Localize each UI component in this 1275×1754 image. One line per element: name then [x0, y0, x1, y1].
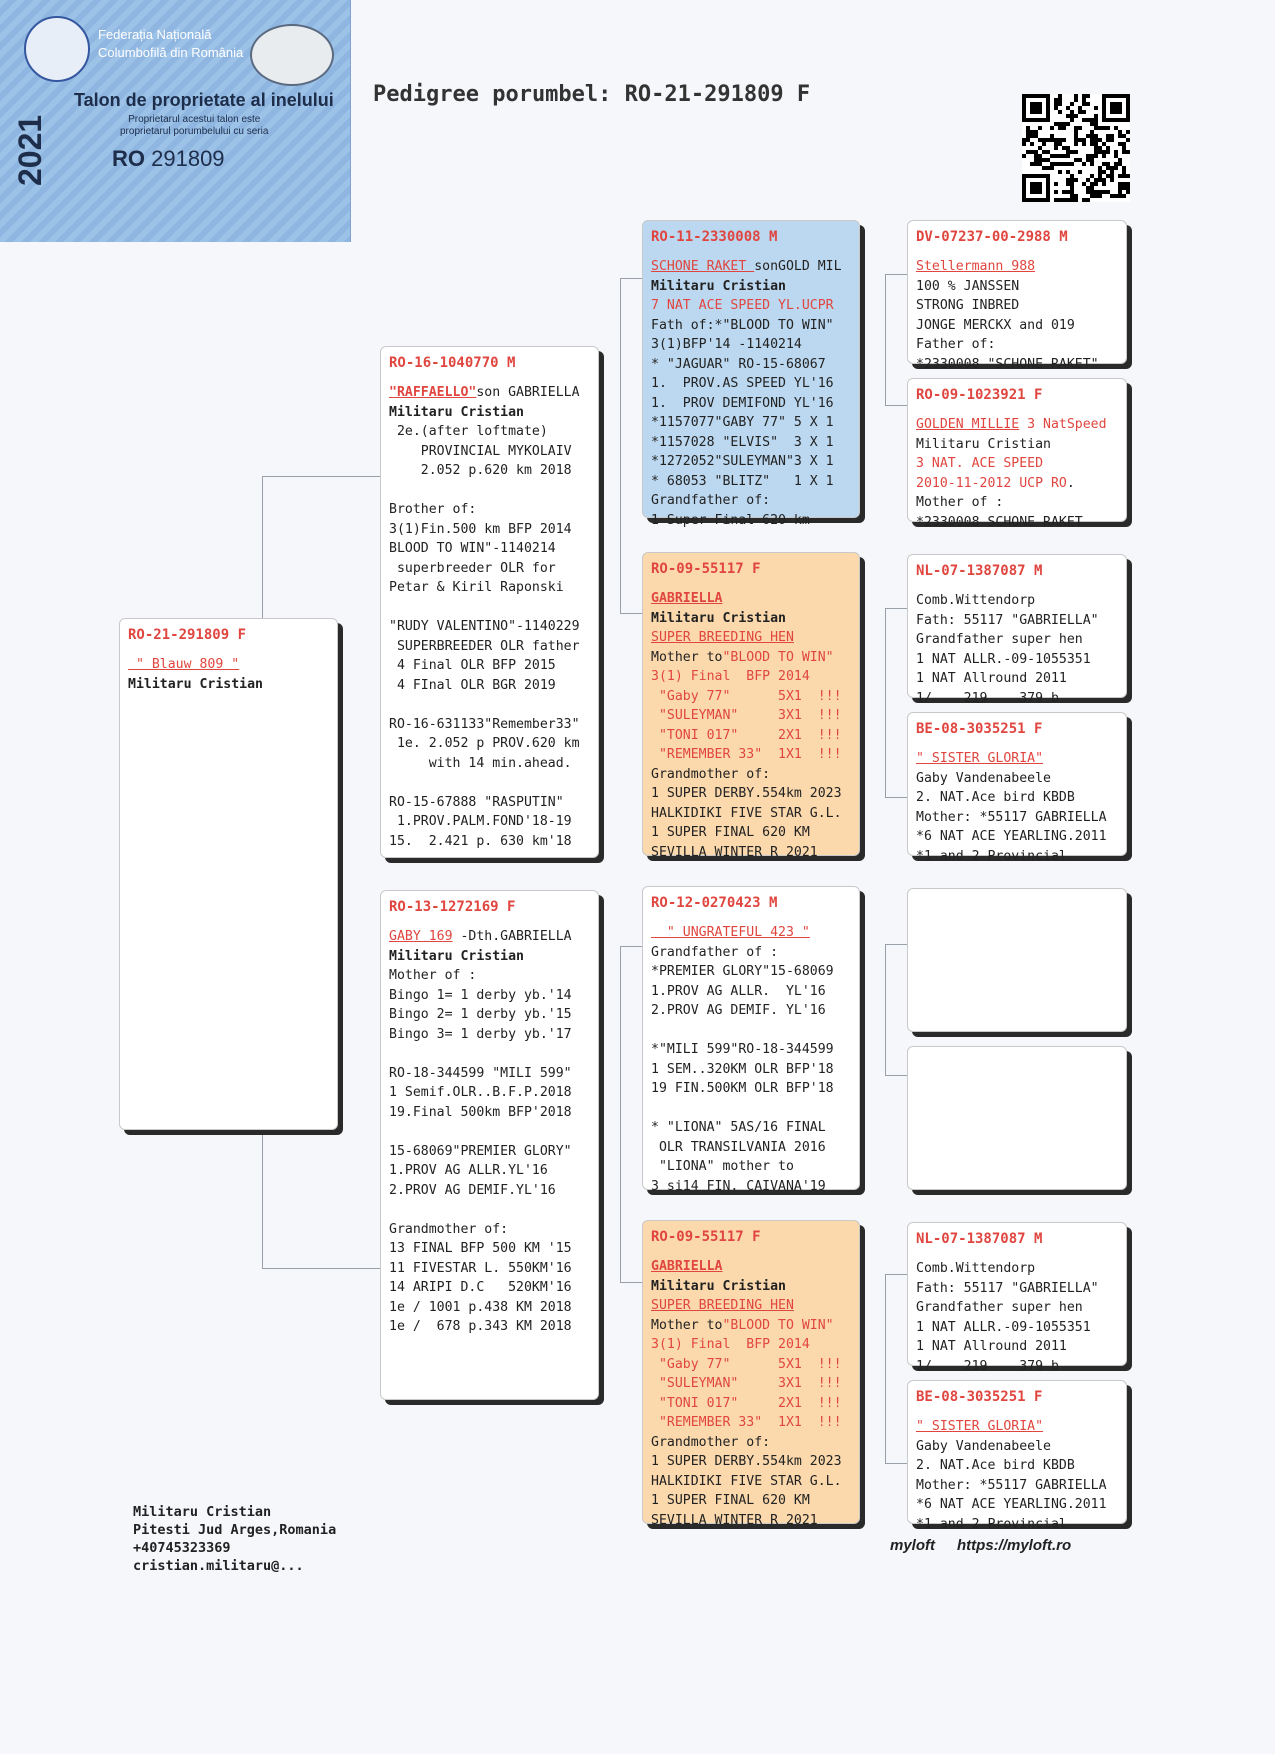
card-line: *1272052"SULEYMAN"3 X 1 [651, 454, 834, 469]
card-line: 100 % JANSSEN [916, 278, 1020, 294]
card-line: *1 and 2 Provincial [916, 1516, 1067, 1532]
card-line: 1 SEM..320KM OLR BFP'18 [651, 1061, 834, 1077]
card-line: JONGE MERCKX and 019 [916, 317, 1075, 333]
connector [262, 1130, 381, 1269]
card-line: "SULEYMAN" 3X1 !!! [651, 1376, 842, 1391]
card-line [389, 695, 590, 715]
card-line: Mother of : [389, 968, 477, 983]
card-line: Grandfather super hen [916, 632, 1083, 647]
card-line: PROVINCIAL MYKOLAIV [389, 443, 572, 459]
federation-logo-icon [24, 16, 90, 82]
card-line [651, 1099, 851, 1119]
card-line: 1 NAT Allround 2011 [916, 671, 1067, 686]
card-line: "REMEMBER 33" 1X1 !!! [651, 747, 842, 762]
card-line: STRONG INBRED [916, 298, 1020, 313]
connector [885, 944, 908, 1076]
card-line: Militaru Cristian [389, 404, 524, 420]
qr-code-icon [1022, 94, 1130, 202]
card-line: "TONI 017" 2X1 !!! [651, 727, 842, 743]
card-line: 13 FINAL BFP 500 KM '15 [389, 1241, 572, 1256]
card-line: HALKIDIKI FIVE STAR G.L. [651, 805, 842, 821]
card-line: *6 NAT ACE YEARLING.2011 [916, 1497, 1107, 1512]
ring-number: NL-07-1387087 M [916, 1231, 1043, 1247]
card-line: * "LIONA" 5AS/16 FINAL [651, 1120, 826, 1135]
card-line: HALKIDIKI FIVE STAR G.L. [651, 1473, 842, 1489]
card-line: 1.PROV AG ALLR. YL'16 [651, 983, 826, 999]
pedigree-card-dss[interactable] [907, 888, 1127, 1032]
card-line: Militaru Cristian [128, 676, 263, 692]
federation-name: Federația Națională Columbofilă din România [98, 27, 244, 60]
card-line: 15-68069"PREMIER GLORY" [389, 1143, 572, 1159]
card-line: 7 NAT ACE SPEED YL.UCPR [651, 298, 834, 313]
card-line: OLR TRANSILVANIA 2016 [651, 1139, 826, 1155]
card-line: 1 SUPER DERBY.554km 2023 [651, 786, 842, 801]
federation-emblem-icon [250, 24, 334, 86]
card-line: Mother to"BLOOD TO WIN" [651, 1317, 834, 1333]
myloft-logo: myloft [890, 1537, 935, 1554]
ring-number: RO-12-0270423 M [651, 895, 778, 911]
card-line: 1 NAT ALLR.-09-1055351 [916, 1319, 1091, 1335]
card-line: 1 SUPER FINAL 620 KM [651, 1493, 810, 1508]
page-title: Pedigree porumbel: RO-21-291809 F [373, 82, 811, 107]
card-line: 1.PROV.PALM.FOND'18-19 [389, 814, 572, 829]
card-line: *6 NAT ACE YEARLING.2011 [916, 829, 1107, 844]
card-line: with 14 min.ahead. [389, 755, 572, 771]
card-line: GABY 169 -Dth.GABRIELLA [389, 929, 572, 944]
card-line: 1.PROV AG ALLR.YL'16 [389, 1163, 548, 1178]
card-line [389, 598, 590, 618]
pedigree-card-dam[interactable] [380, 890, 599, 1400]
card-line: Gaby Vandenabeele [916, 1438, 1051, 1454]
card-line: BLOOD TO WIN"-1140214 [389, 541, 556, 556]
card-line: Grandmother of: [389, 1221, 509, 1237]
card-line: " SISTER GLORIA" [916, 751, 1044, 766]
card-line: Mother of : [916, 495, 1004, 510]
connector [620, 946, 643, 1117]
card-line [651, 1021, 851, 1041]
card-line: SUPERBREEDER OLR father [389, 638, 580, 654]
card-line: Bingo 3= 1 derby yb.'17 [389, 1026, 572, 1042]
card-line: 3(1) Final BFP 2014 [651, 669, 810, 684]
pedigree-card-ddd[interactable] [907, 1380, 1127, 1532]
card-line: GOLDEN MILLIE 3 NatSpeed [916, 417, 1107, 432]
card-line: Bingo 2= 1 derby yb.'15 [389, 1007, 572, 1022]
card-line: Father of: [916, 337, 996, 352]
card-line: 2.PROV AG DEMIF.YL'16 [389, 1182, 556, 1198]
card-line: 2. NAT.Ace bird KBDB [916, 1458, 1075, 1473]
stub-heading: Talon de proprietate al inelului [74, 90, 334, 110]
connector [620, 1116, 643, 1283]
card-line: Grandfather of : [651, 944, 779, 960]
card-line: Grandfather super hen [916, 1300, 1083, 1315]
card-line: 3 NAT. ACE SPEED [916, 456, 1044, 471]
card-line: 3(1) Final BFP 2014 [651, 1337, 810, 1352]
card-line: "RAFFAELLO"son GABRIELLA [389, 385, 580, 400]
stub-ring-number: RO 291809 [112, 146, 225, 171]
card-line: "LIONA" mother to [651, 1159, 794, 1174]
card-line: 4 Final OLR BFP 2015 [389, 658, 556, 673]
ring-number: BE-08-3035251 F [916, 1389, 1043, 1405]
card-line: *2330008 "SCHONE RAKET" [916, 356, 1099, 372]
card-line: 19.Final 500km BFP'2018 [389, 1104, 572, 1120]
card-line: Bingo 1= 1 derby yb.'14 [389, 987, 572, 1003]
pedigree-card-dam-dam[interactable] [642, 1220, 860, 1528]
card-line: Fath: 55117 "GABRIELLA" [916, 612, 1099, 628]
card-line: *"MILI 599"RO-18-344599 [651, 1042, 834, 1057]
connector [885, 1274, 908, 1464]
ring-ownership-stub [0, 0, 351, 242]
card-line: superbreeder OLR for [389, 560, 556, 576]
brand-footer [890, 1537, 1071, 1554]
card-line: Comb.Wittendorp [916, 1261, 1036, 1276]
ring-number: BE-08-3035251 F [916, 721, 1043, 737]
pedigree-card-dds[interactable] [907, 1222, 1127, 1374]
card-line: 1/ 219 379 b [916, 690, 1059, 706]
card-line: 1/ 219 379 b [916, 1358, 1059, 1374]
card-line: 1 Semif.OLR..B.F.P.2018 [389, 1085, 572, 1100]
card-line: Comb.Wittendorp [916, 593, 1036, 608]
pedigree-card-subject[interactable] [119, 618, 338, 1130]
card-line: SUPER BREEDING HEN [651, 630, 794, 645]
pedigree-card-sdd[interactable] [907, 712, 1127, 864]
card-line: SUPER BREEDING HEN [651, 1298, 794, 1313]
ring-number: RO-09-1023921 F [916, 387, 1043, 403]
card-line: Militaru Cristian [651, 1278, 786, 1294]
pedigree-card-ssd[interactable] [907, 378, 1127, 530]
card-line: GABRIELLA [651, 591, 723, 606]
card-line: 1. PROV DEMIFOND YL'16 [651, 395, 834, 411]
card-line: "TONI 017" 2X1 !!! [651, 1395, 842, 1411]
pedigree-card-sss[interactable] [907, 220, 1127, 372]
card-line: *1157028 "ELVIS" 3 X 1 [651, 434, 834, 450]
card-line: 2.052 p.620 km 2018 [389, 463, 572, 478]
card-line: Mother: *55117 GABRIELLA [916, 1477, 1107, 1493]
ring-number: RO-21-291809 F [128, 627, 247, 643]
pedigree-card-sire-dam[interactable] [642, 552, 860, 860]
connector [262, 476, 381, 619]
card-line: SEVILLA WINTER R 2021 [651, 844, 818, 860]
card-line: Gaby Vandenabeele [916, 770, 1051, 786]
card-line: 1 NAT ALLR.-09-1055351 [916, 651, 1091, 667]
stub-subtitle: Proprietarul acestui talon este proprietarul porumbelului cu seria [120, 114, 269, 137]
card-line: "REMEMBER 33" 1X1 !!! [651, 1415, 842, 1430]
card-line: Brother of: [389, 502, 477, 517]
card-line: 1 NAT Allround 2011 [916, 1339, 1067, 1354]
card-line: * 68053 "BLITZ" 1 X 1 [651, 473, 834, 489]
ring-number: DV-07237-00-2988 M [916, 229, 1068, 245]
pedigree-card-dam-sire[interactable] [642, 886, 860, 1194]
ring-number: RO-11-2330008 M [651, 229, 778, 245]
card-line: Militaru Cristian [651, 278, 786, 294]
card-line: 3(1)BFP'14 -1140214 [651, 337, 802, 352]
card-line: *PREMIER GLORY"15-68069 [651, 964, 834, 979]
card-line: RO-15-67888 "RASPUTIN" [389, 794, 564, 810]
card-line: Militaru Cristian [651, 610, 786, 626]
card-line [389, 1044, 590, 1064]
card-line: 2e.(after loftmate) [389, 424, 548, 439]
card-line: 19 FIN.500KM OLR BFP'18 [651, 1081, 834, 1096]
card-line: "Gaby 77" 5X1 !!! [651, 1356, 842, 1372]
card-line: *1 and 2 Provincial [916, 848, 1067, 864]
ring-number: RO-09-55117 F [651, 561, 761, 577]
stub-year: 2021 [12, 114, 48, 186]
card-line: GABRIELLA [651, 1259, 723, 1274]
brand-link[interactable]: https://myloft.ro [957, 1537, 1072, 1554]
card-line: " UNGRATEFUL 423 " [651, 925, 810, 940]
card-line: Stellermann 988 [916, 259, 1036, 274]
card-line: 4 FInal OLR BGR 2019 [389, 677, 556, 693]
owner-contact: Militaru Cristian Pitesti Jud Arges,Romania +40745323369 cristian.militaru@... [133, 1504, 337, 1574]
connector [885, 608, 908, 798]
card-line: 11 FIVESTAR L. 550KM'16 [389, 1260, 572, 1276]
card-line: Grandfather of: [651, 493, 771, 508]
card-line: "Gaby 77" 5X1 !!! [651, 688, 842, 704]
pedigree-card-sire[interactable] [380, 346, 599, 858]
card-line: 1 Super Final 620 km [651, 512, 810, 528]
card-line: 1 SUPER FINAL 620 KM [651, 825, 810, 840]
card-line: 3(1)Fin.500 km BFP 2014 [389, 521, 572, 537]
card-line: 2010-11-2012 UCP RO. [916, 475, 1075, 491]
card-line: Militaru Cristian [389, 948, 524, 964]
card-line: Fath of:*"BLOOD TO WIN" [651, 317, 834, 333]
card-line: 2.PROV AG DEMIF. YL'16 [651, 1003, 826, 1018]
card-line: 1. PROV.AS SPEED YL'16 [651, 376, 834, 391]
card-line: * "JAGUAR" RO-15-68067 [651, 356, 826, 372]
card-line: Mother: *55117 GABRIELLA [916, 809, 1107, 825]
card-line: Fath: 55117 "GABRIELLA" [916, 1280, 1099, 1296]
card-line: 1e / 1001 p.438 KM 2018 [389, 1299, 572, 1315]
pedigree-card-dsd[interactable] [907, 1046, 1127, 1190]
card-line: SCHONE RAKET sonGOLD MIL [651, 259, 842, 274]
card-line [389, 481, 590, 501]
card-line: *2330008 SCHONE RAKET [916, 514, 1083, 530]
card-line: 1 SUPER DERBY.554km 2023 [651, 1454, 842, 1469]
card-line: 1e / 678 p.343 KM 2018 [389, 1319, 572, 1334]
card-line: RO-18-344599 "MILI 599" [389, 1065, 572, 1081]
ring-number: RO-13-1272169 F [389, 899, 516, 915]
card-line: "RUDY VALENTINO"-1140229 [389, 619, 580, 634]
card-line: 14 ARIPI D.C 520KM'16 [389, 1280, 572, 1295]
card-line: Mother to"BLOOD TO WIN" [651, 649, 834, 665]
card-line [389, 1122, 590, 1142]
card-line: 2. NAT.Ace bird KBDB [916, 790, 1075, 805]
card-line: " SISTER GLORIA" [916, 1419, 1044, 1434]
card-line: RO-16-631133"Remember33" [389, 716, 580, 732]
connector [620, 448, 643, 614]
card-line [389, 773, 590, 793]
card-line: "SULEYMAN" 3X1 !!! [651, 708, 842, 723]
ring-number: NL-07-1387087 M [916, 563, 1043, 579]
connector [620, 278, 643, 449]
card-line [389, 1200, 590, 1220]
card-line: " Blauw 809 " [128, 657, 240, 672]
card-line: Grandmother of: [651, 1434, 771, 1450]
card-line: 15. 2.421 p. 630 km'18 [389, 833, 572, 849]
card-line: SEVILLA WINTER R 2021 [651, 1512, 818, 1528]
card-line: Militaru Cristian [916, 436, 1051, 452]
card-line: 3 si14 FIN. CAIVANA'19 [651, 1178, 826, 1194]
pedigree-card-sds[interactable] [907, 554, 1127, 706]
card-line: 1e. 2.052 p PROV.620 km [389, 736, 580, 751]
connector [885, 274, 908, 406]
ring-number: RO-16-1040770 M [389, 355, 516, 371]
card-line: Petar & Kiril Raponski [389, 580, 564, 595]
card-line: Grandmother of: [651, 766, 771, 782]
ring-number: RO-09-55117 F [651, 1229, 761, 1245]
pedigree-card-sire-sire[interactable] [642, 220, 860, 528]
card-line: *1157077"GABY 77" 5 X 1 [651, 415, 834, 430]
